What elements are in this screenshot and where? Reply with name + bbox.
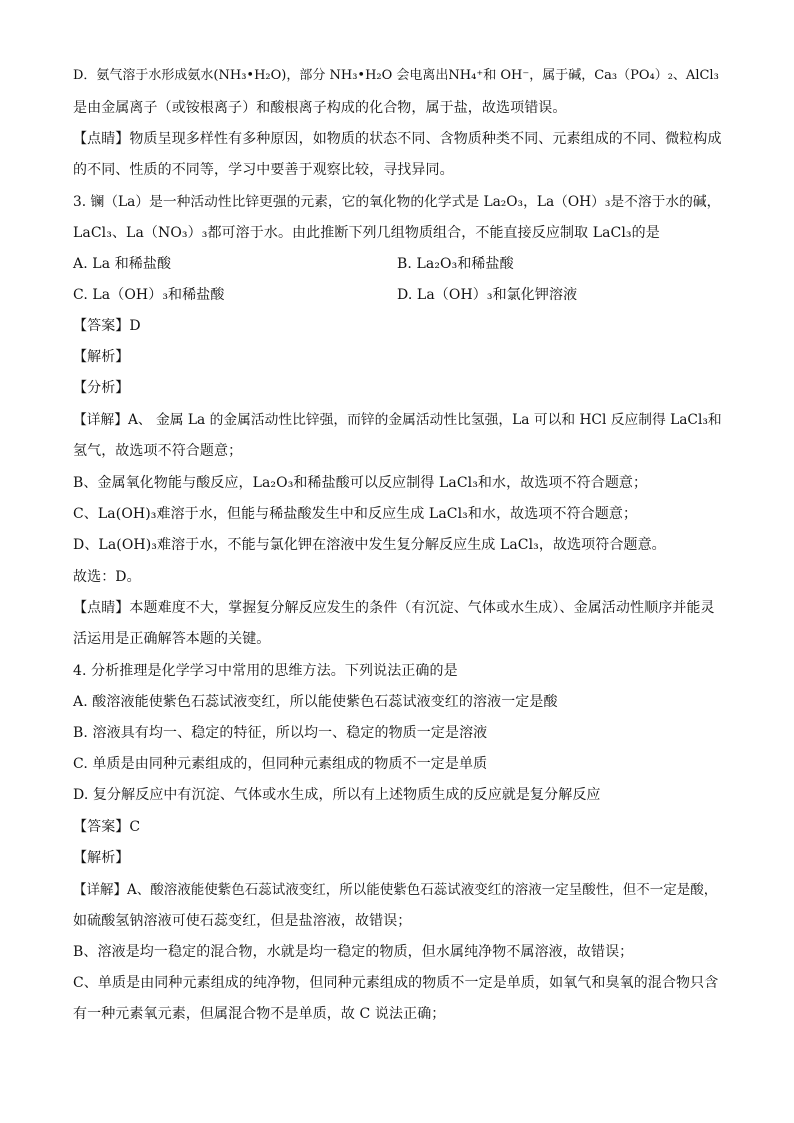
analysis-label: 【解析】: [73, 850, 130, 866]
question-3-stem: 3. 镧（La）是一种活动性比锌更强的元素，它的氧化物的化学式是 La₂O₃，La（OH）₃是不溶于水的碱，: [73, 194, 721, 210]
text-line: D．氨气溶于水形成氨水(NH₃•H₂O)，部分 NH₃•H₂O 会电离出NH₄⁺和 OH⁻，属于碱，Ca₃（PO₄）₂、AlCl₃: [73, 68, 719, 83]
analysis-sub-label: 【分析】: [73, 380, 130, 396]
explanation-line: 有一种元素氧元素，但属混合物不是单质，故 C 说法正确；: [73, 1006, 446, 1022]
tip-line: 【点睛】本题难度不大，掌握复分解反应发生的条件（有沉淀、气体或水生成）、金属活动性顺序并能灵: [73, 600, 715, 616]
option-b: B. 溶液具有均一、稳定的特征，所以均一、稳定的物质一定是溶液: [73, 725, 488, 741]
analysis-label: 【解析】: [73, 349, 130, 365]
answer-label: 【答案】D: [73, 318, 141, 334]
option-d: D. La（OH）₃和氯化钾溶液: [397, 287, 578, 303]
option-c: C. La（OH）₃和稀盐酸: [73, 287, 225, 303]
option-a: A. La 和稀盐酸: [73, 256, 172, 272]
option-b: B. La₂O₃和稀盐酸: [397, 256, 514, 272]
tip-line: 【点睛】物质呈现多样性有多种原因，如物质的状态不同、含物质种类不同、元素组成的不同、微粒构成: [73, 131, 722, 147]
explanation-line: 氢气，故选项不符合题意；: [73, 443, 243, 459]
explanation-line: 【详解】A、 金属 La 的金属活动性比锌强，而锌的金属活动性比氢强，La 可以和 HCl 反应制得 LaCl₃和: [73, 412, 722, 428]
text-line: 的不同、性质的不同等，学习中要善于观察比较，寻找异同。: [73, 162, 454, 178]
explanation-line: C、单质是由同种元素组成的纯净物，但同种元素组成的物质不一定是单质，如氧气和臭氧的混合物只含: [73, 975, 719, 991]
explanation-line: B、溶液是均一稳定的混合物，水就是均一稳定的物质，但水属纯净物不属溶液，故错误；: [73, 944, 634, 960]
option-a: A. 酸溶液能使紫色石蕊试液变红，所以能使紫色石蕊试液变红的溶液一定是酸: [73, 694, 558, 710]
explanation-line: 【详解】A、酸溶液能使紫色石蕊试液变红，所以能使紫色石蕊试液变红的溶液一定呈酸性，但不一定是酸，: [73, 882, 718, 898]
explanation-line: 如硫酸氢钠溶液可使石蕊变红，但是盐溶液，故错误；: [73, 913, 412, 929]
tip-line: 活运用是正确解答本题的关键。: [73, 631, 271, 647]
question-3-stem: LaCl₃、La（NO₃）₃都可溶于水。由此推断下列几组物质组合，不能直接反应制取 LaCl₃的是: [73, 225, 660, 241]
explanation-line: C、La(OH)₃难溶于水，但能与稀盐酸发生中和反应生成 LaCl₃和水，故选项不符合题意；: [73, 506, 638, 522]
explanation-line: 故选：D。: [73, 569, 141, 585]
explanation-line: D、La(OH)₃难溶于水，不能与氯化钾在溶液中发生复分解反应生成 LaCl₃，故选项符合题意。: [73, 537, 666, 553]
question-4-stem: 4. 分析推理是化学学习中常用的思维方法。下列说法正确的是: [73, 663, 458, 679]
option-d: D. 复分解反应中有沉淀、气体或水生成，所以有上述物质生成的反应就是复分解反应: [73, 787, 601, 803]
explanation-line: B、金属氧化物能与酸反应，La₂O₃和稀盐酸可以反应制得 LaCl₃和水，故选项不符合题意；: [73, 475, 648, 491]
answer-label: 【答案】C: [73, 819, 141, 835]
text-line: 是由金属离子（或铵根离子）和酸根离子构成的化合物，属于盐，故选项错误。: [73, 100, 567, 116]
option-c: C. 单质是由同种元素组成的，但同种元素组成的物质不一定是单质: [73, 756, 488, 772]
